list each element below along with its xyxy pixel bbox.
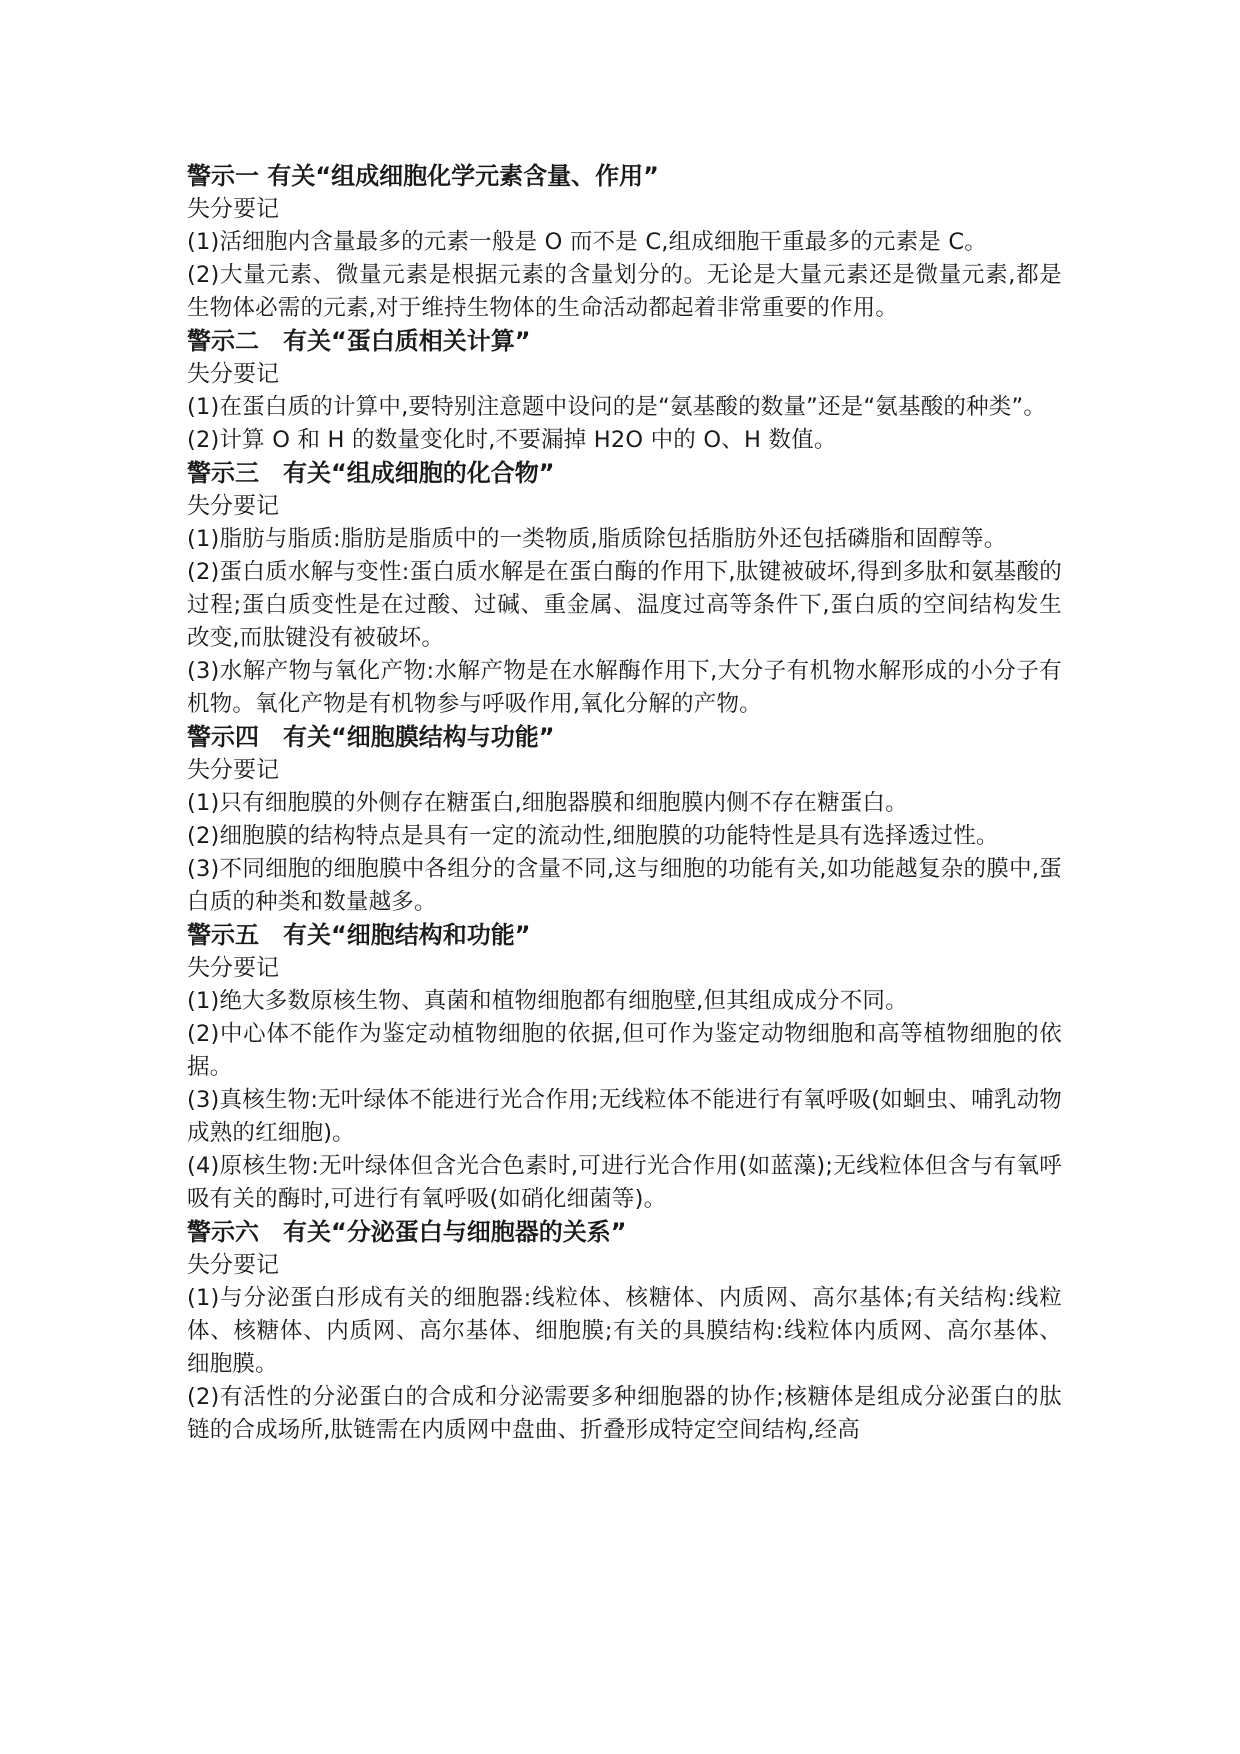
section-subhead: 失分要记 <box>187 493 279 519</box>
document-page <box>187 160 1062 1447</box>
section-item: (1)脂肪与脂质:脂肪是脂质中的一类物质,脂质除包括脂肪外还包括磷脂和固醇等。 <box>187 526 1007 552</box>
section-title <box>187 721 1062 754</box>
section-title <box>187 1216 1062 1249</box>
section-item: (2)蛋白质水解与变性:蛋白质水解是在蛋白酶的作用下,肽键被破坏,得到多肽和氨基酸的过程;蛋白质变性是在过酸、过碱、重金属、温度过高等条件下,蛋白质的空间结构发生改变,而肽键没有被破坏。 <box>187 559 1062 651</box>
section-title <box>187 325 1062 358</box>
section-label: 警示五 <box>187 921 259 949</box>
section-5 <box>187 919 1062 1216</box>
section-subhead: 失分要记 <box>187 757 279 783</box>
section-item: (1)在蛋白质的计算中,要特别注意题中设问的是“氨基酸的数量”还是“氨基酸的种类”。 <box>187 394 1047 420</box>
section-item: (1)只有细胞膜的外侧存在糖蛋白,细胞器膜和细胞膜内侧不存在糖蛋白。 <box>187 790 908 816</box>
section-item: (2)计算 O 和 H 的数量变化时,不要漏掉 H2O 中的 O、H 数值。 <box>187 427 837 453</box>
section-item: (1)绝大多数原核生物、真菌和植物细胞都有细胞壁,但其组成成分不同。 <box>187 988 908 1014</box>
section-3 <box>187 457 1062 721</box>
section-label: 警示六 <box>187 1218 259 1246</box>
section-heading: 有关“蛋白质相关计算” <box>283 327 531 355</box>
section-item: (3)水解产物与氧化产物:水解产物是在水解酶作用下,大分子有机物水解形成的小分子有机物。氧化产物是有机物参与呼吸作用,氧化分解的产物。 <box>187 658 1062 717</box>
section-6 <box>187 1216 1062 1447</box>
section-subhead: 失分要记 <box>187 196 279 222</box>
section-title <box>187 919 1062 952</box>
section-subhead: 失分要记 <box>187 955 279 981</box>
section-item: (2)细胞膜的结构特点是具有一定的流动性,细胞膜的功能特性是具有选择透过性。 <box>187 823 999 849</box>
section-title <box>187 457 1062 490</box>
section-item: (2)有活性的分泌蛋白的合成和分泌需要多种细胞器的协作;核糖体是组成分泌蛋白的肽链的合成场所,肽链需在内质网中盘曲、折叠形成特定空间结构,经高 <box>187 1384 1062 1443</box>
section-item: (4)原核生物:无叶绿体但含光合色素时,可进行光合作用(如蓝藻);无线粒体但含与有氧呼吸有关的酶时,可进行有氧呼吸(如硝化细菌等)。 <box>187 1153 1062 1212</box>
section-item: (3)不同细胞的细胞膜中各组分的含量不同,这与细胞的功能有关,如功能越复杂的膜中,蛋白质的种类和数量越多。 <box>187 856 1062 915</box>
section-item: (3)真核生物:无叶绿体不能进行光合作用;无线粒体不能进行有氧呼吸(如蛔虫、哺乳动物成熟的红细胞)。 <box>187 1087 1062 1146</box>
section-subhead: 失分要记 <box>187 361 279 387</box>
section-1 <box>187 160 1062 325</box>
section-item: (2)中心体不能作为鉴定动植物细胞的依据,但可作为鉴定动物细胞和高等植物细胞的依据。 <box>187 1021 1062 1080</box>
section-subhead: 失分要记 <box>187 1252 279 1278</box>
section-heading: 有关“分泌蛋白与细胞器的关系” <box>283 1218 627 1246</box>
section-item: (1)活细胞内含量最多的元素一般是 O 而不是 C,组成细胞干重最多的元素是 C。 <box>187 229 987 255</box>
section-heading: 有关“组成细胞的化合物” <box>283 459 555 487</box>
section-4 <box>187 721 1062 919</box>
section-2 <box>187 325 1062 457</box>
section-item: (1)与分泌蛋白形成有关的细胞器:线粒体、核糖体、内质网、高尔基体;有关结构:线粒体、核糖体、内质网、高尔基体、细胞膜;有关的具膜结构:线粒体内质网、高尔基体、细胞膜。 <box>187 1285 1062 1377</box>
section-title <box>187 160 1062 193</box>
section-label: 警示一 <box>187 162 259 190</box>
section-heading: 有关“细胞膜结构与功能” <box>283 723 555 751</box>
section-label: 警示四 <box>187 723 259 751</box>
section-item: (2)大量元素、微量元素是根据元素的含量划分的。无论是大量元素还是微量元素,都是生物体必需的元素,对于维持生物体的生命活动都起着非常重要的作用。 <box>187 262 1062 321</box>
section-heading: 有关“组成细胞化学元素含量、作用” <box>267 162 659 190</box>
section-heading: 有关“细胞结构和功能” <box>283 921 531 949</box>
section-label: 警示三 <box>187 459 259 487</box>
section-label: 警示二 <box>187 327 259 355</box>
